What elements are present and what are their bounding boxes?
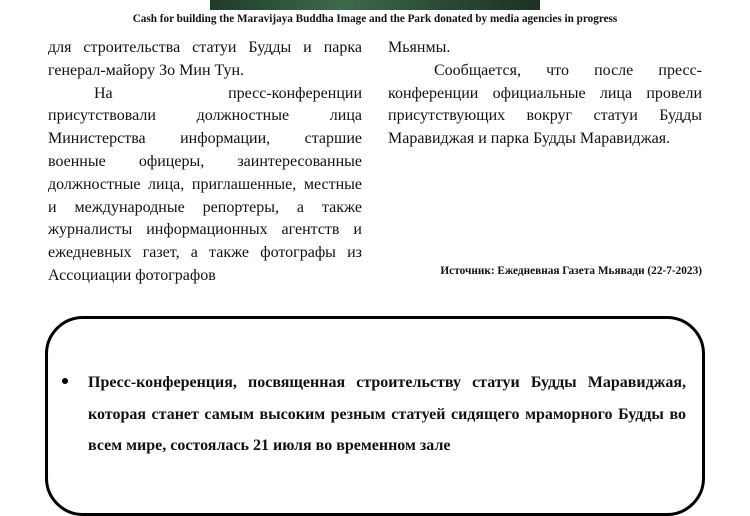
paragraph: для строительства статуи Будды и парка генерал-майору Зо Мин Тун. bbox=[48, 39, 362, 79]
paragraph: Мьянмы. bbox=[388, 39, 451, 56]
bullet-icon bbox=[62, 378, 68, 384]
photo-caption: Cash for building the Maravijaya Buddha Image and the Park donated by media agencies in progress bbox=[132, 13, 618, 25]
highlight-bullet-text: Пресс-конференция, посвященная строительству статуи Будды Маравиджая, которая станет самым высоким резным статуей сидящего мраморного Будды во всем мире, состоялась 21 июля во временном зале bbox=[88, 374, 686, 454]
article-right-column bbox=[388, 37, 702, 151]
article-left-column bbox=[48, 37, 362, 288]
paragraph: На пресс-конференции присутствовали должностные лица Министерства информации, старшие военные офицеры, заинтересованные должностные лица, приглашенные, местные и международные репортеры, а также журналисты информационных агентств и ежедневных газет, а также фотографы из Ассоциации фотографов bbox=[48, 84, 362, 284]
photo-bottom-edge bbox=[210, 0, 540, 10]
source-citation: Источник: Ежедневная Газета Мьявади (22-7-2023) bbox=[440, 265, 702, 277]
paragraph: Сообщается, что после пресс-конференции официальные лица провели присутствующих вокруг статуи Будды Маравиджая и парка Будды Маравиджая. bbox=[388, 61, 702, 148]
